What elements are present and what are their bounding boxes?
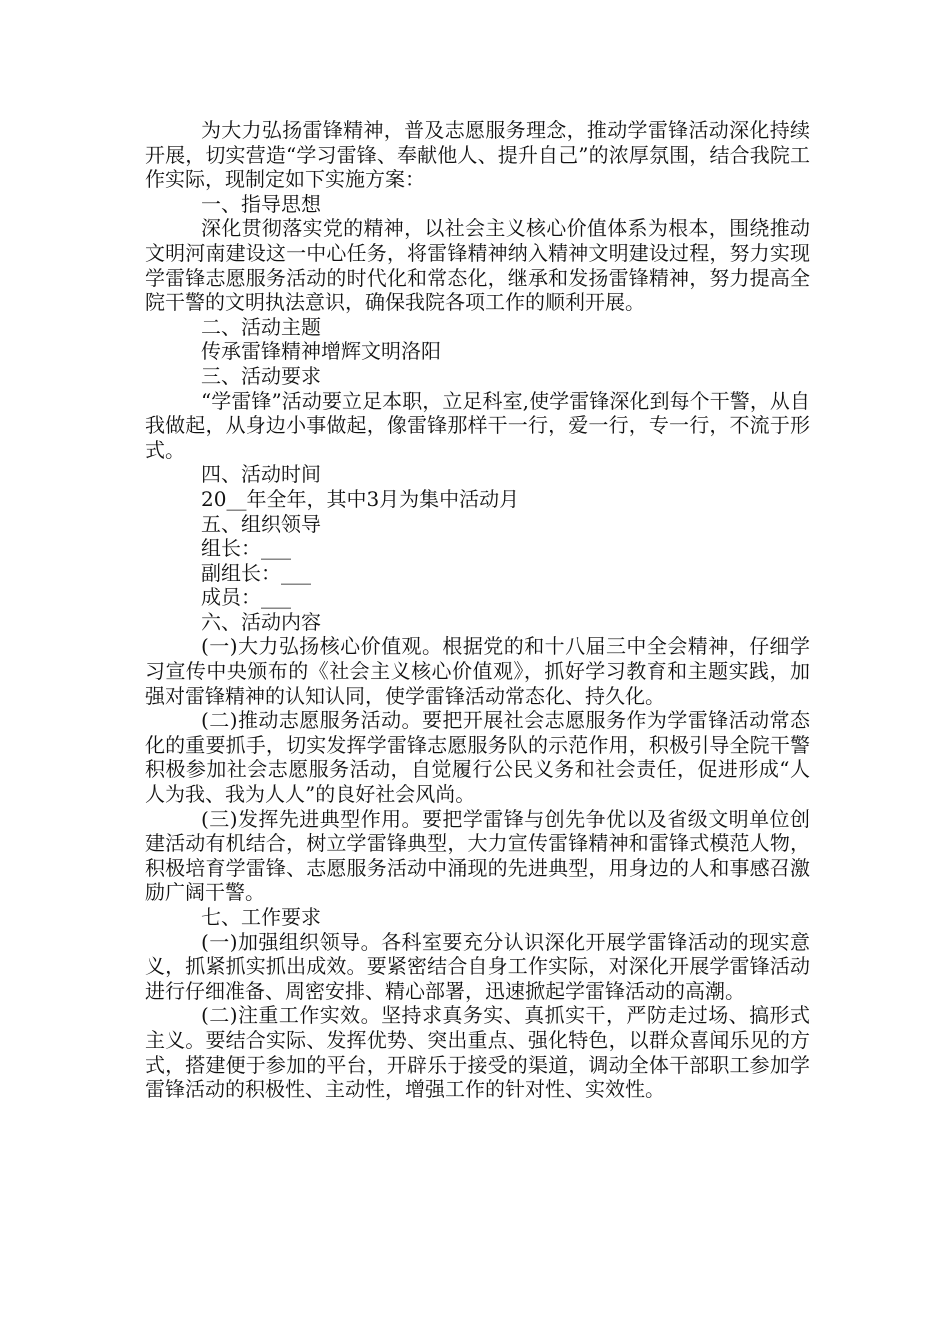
document-body xyxy=(145,118,810,1102)
section-heading-leadership: 五、组织领导 xyxy=(201,511,321,536)
members-line: 成员：___ xyxy=(201,585,291,610)
section-heading-theme: 二、活动主题 xyxy=(201,314,321,339)
content-item-3: (三)发挥先进典型作用。要把学雷锋与创先争优以及省级文明单位创建活动有机结合，树立学雷锋典型，大力宣传雷锋精神和雷锋式模范人物，积极培育学雷锋、志愿服务活动中涌现的先进典型，用身边的人和事感召激励广阔干警。 xyxy=(145,806,810,905)
section-heading-guiding-thought: 一、指导思想 xyxy=(201,191,321,216)
section-heading-time: 四、活动时间 xyxy=(201,462,321,487)
theme-paragraph: 传承雷锋精神增辉文明洛阳 xyxy=(201,339,441,364)
section-heading-requirements: 三、活动要求 xyxy=(201,363,321,388)
section-heading-work-requirements: 七、工作要求 xyxy=(201,905,321,929)
work-requirement-1: (一)加强组织领导。各科室要充分认识深化开展学雷锋活动的现实意义，抓紧抓实抓出成效。要紧密结合自身工作实际，对深化开展学雷锋活动进行仔细准备、周密安排、精心部署，迅速掀起学雷锋活动的高潮。 xyxy=(145,929,810,1003)
content-item-2: (二)推动志愿服务活动。要把开展社会志愿服务作为学雷锋活动常态化的重要抓手，切实发挥学雷锋志愿服务队的示范作用，积极引导全院干警积极参加社会志愿服务活动，自觉履行公民义务和社会责任，促进形成“人人为我、我为人人”的良好社会风尚。 xyxy=(145,708,810,807)
work-requirement-2: (二)注重工作实效。坚持求真务实、真抓实干，严防走过场、搞形式主义。要结合实际、发挥优势、突出重点、强化特色，以群众喜闻乐见的方式，搭建便于参加的平台，开辟乐于接受的渠道，调动全体干部职工参加学雷锋活动的积极性、主动性，增强工作的针对性、实效性。 xyxy=(145,1003,810,1102)
section-heading-content: 六、活动内容 xyxy=(201,609,321,634)
content-item-1: (一)大力弘扬核心价值观。根据党的和十八届三中全会精神，仔细学习宣传中央颁布的《社会主义核心价值观》，抓好学习教育和主题实践，加强对雷锋精神的认知认同，使学雷锋活动常态化、持久化。 xyxy=(145,634,810,708)
leader-line: 组长：___ xyxy=(201,536,291,561)
time-paragraph: 20__年全年，其中3月为集中活动月 xyxy=(201,486,520,511)
guiding-thought-paragraph: 深化贯彻落实党的精神，以社会主义核心价值体系为根本，围绕推动文明河南建设这一中心任务，将雷锋精神纳入精神文明建设过程，努力实现学雷锋志愿服务活动的时代化和常态化，继承和发扬雷锋精神，努力提高全院干警的文明执法意识，确保我院各项工作的顺利开展。 xyxy=(145,216,810,315)
intro-paragraph: 为大力弘扬雷锋精神，普及志愿服务理念，推动学雷锋活动深化持续开展，切实营造“学习雷锋、奉献他人、提升自己”的浓厚氛围，结合我院工作实际，现制定如下实施方案： xyxy=(145,118,810,192)
requirements-paragraph: “学雷锋”活动要立足本职，立足科室,使学雷锋深化到每个干警，从自我做起，从身边小事做起，像雷锋那样干一行，爱一行，专一行，不流于形式。 xyxy=(145,388,810,462)
deputy-leader-line: 副组长：___ xyxy=(201,560,311,585)
